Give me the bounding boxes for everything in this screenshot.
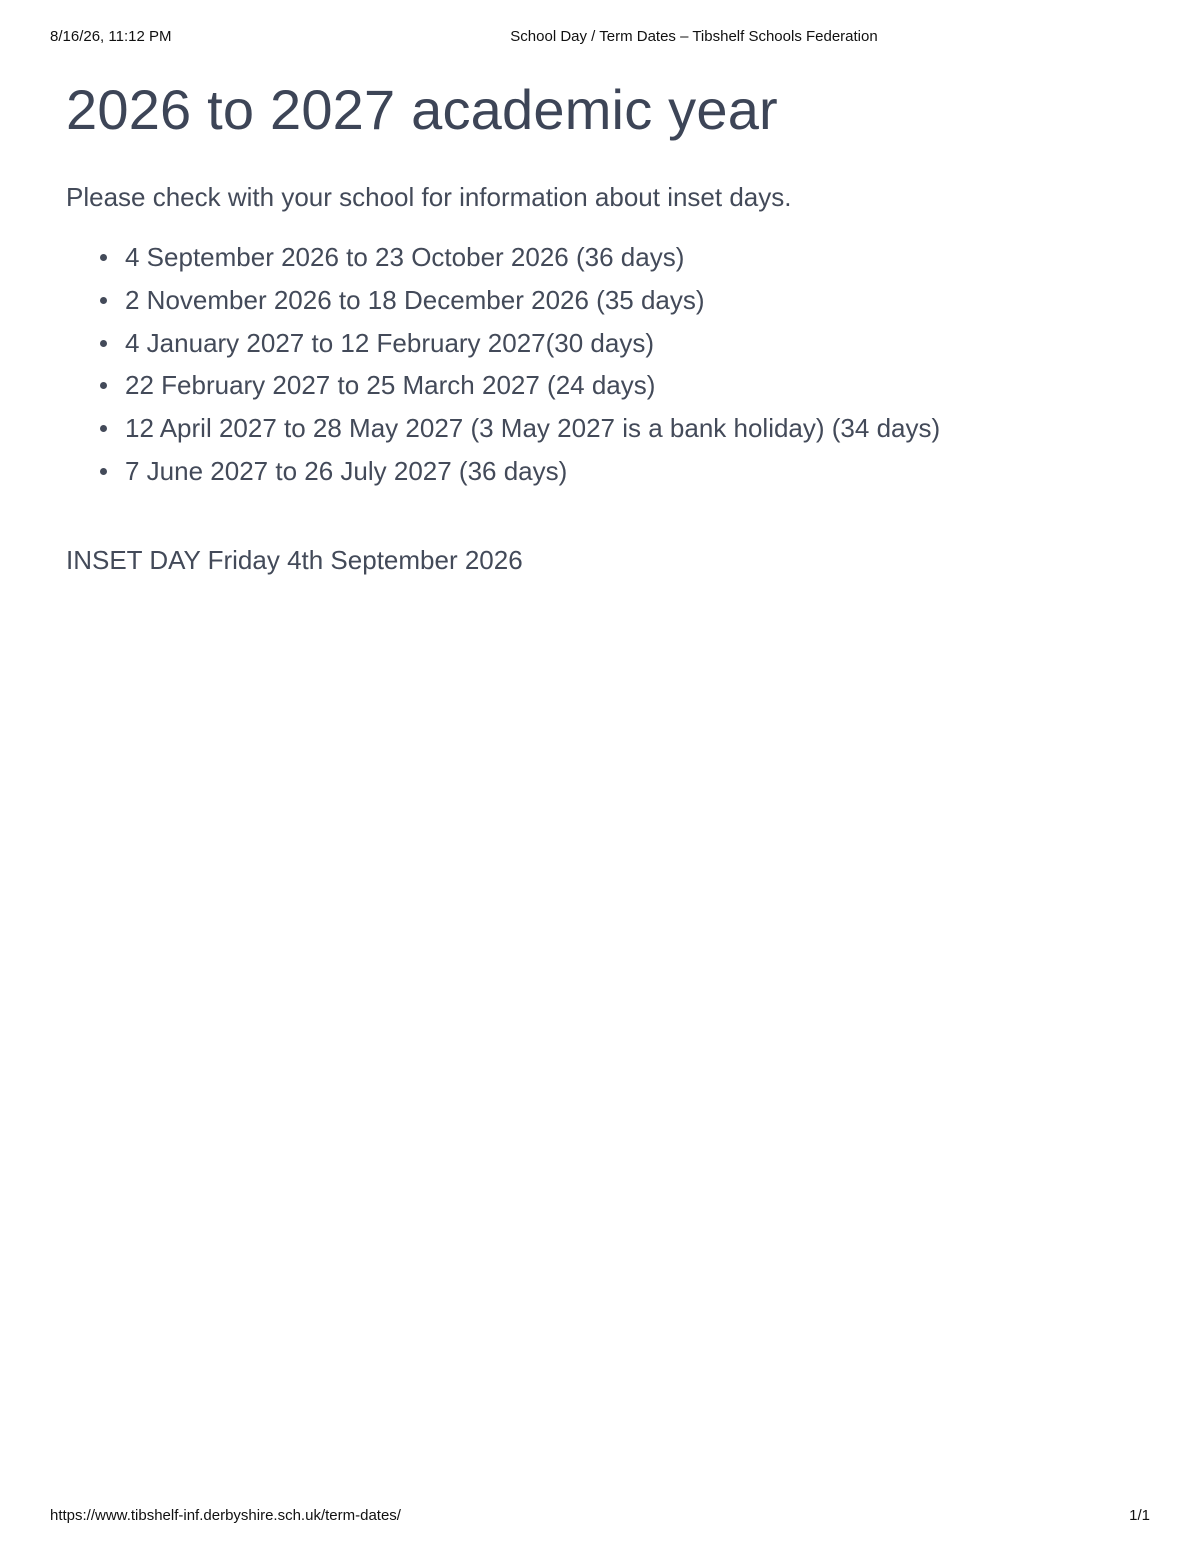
- term-text: 4 January 2027 to 12 February 2027(30 days): [125, 327, 655, 358]
- main-content: [66, 76, 1146, 575]
- term-text: 12 April 2027 to 28 May 2027 (3 May 2027 is a bank holiday) (34 days): [125, 413, 941, 444]
- term-text: 4 September 2026 to 23 October 2026 (36 days): [125, 242, 685, 272]
- term-text: 22 February 2027 to 25 March 2027 (24 days): [125, 370, 656, 401]
- inset-day-note: INSET DAY Friday 4th September 2026: [66, 544, 523, 575]
- print-page-title: School Day / Term Dates – Tibshelf Schools Federation: [510, 28, 878, 45]
- list-item: [125, 285, 1146, 315]
- bullet-icon: [100, 382, 107, 389]
- bullet-icon: [100, 425, 107, 432]
- list-item: [125, 328, 1146, 358]
- bullet-icon: [100, 254, 107, 261]
- intro-text: Please check with your school for information about inset days.: [66, 182, 792, 212]
- bullet-icon: [100, 468, 107, 475]
- print-url: https://www.tibshelf-inf.derbyshire.sch.uk/term-dates/: [50, 1507, 401, 1524]
- print-datetime: 8/16/26, 11:12 PM: [50, 28, 172, 45]
- list-item: [125, 456, 1146, 486]
- bullet-icon: [100, 340, 107, 347]
- term-text: 2 November 2026 to 18 December 2026 (35 days): [125, 284, 705, 315]
- list-item: [125, 370, 1146, 400]
- print-footer: [50, 1507, 1150, 1527]
- term-dates-list: [66, 242, 1146, 486]
- print-page-number: 1/1: [1129, 1507, 1150, 1524]
- list-item: [125, 242, 1146, 272]
- list-item: [125, 413, 1146, 443]
- bullet-icon: [100, 297, 107, 304]
- page-title: 2026 to 2027 academic year: [66, 78, 778, 141]
- print-header: [50, 28, 1150, 48]
- term-text: 7 June 2027 to 26 July 2027 (36 days): [125, 455, 568, 486]
